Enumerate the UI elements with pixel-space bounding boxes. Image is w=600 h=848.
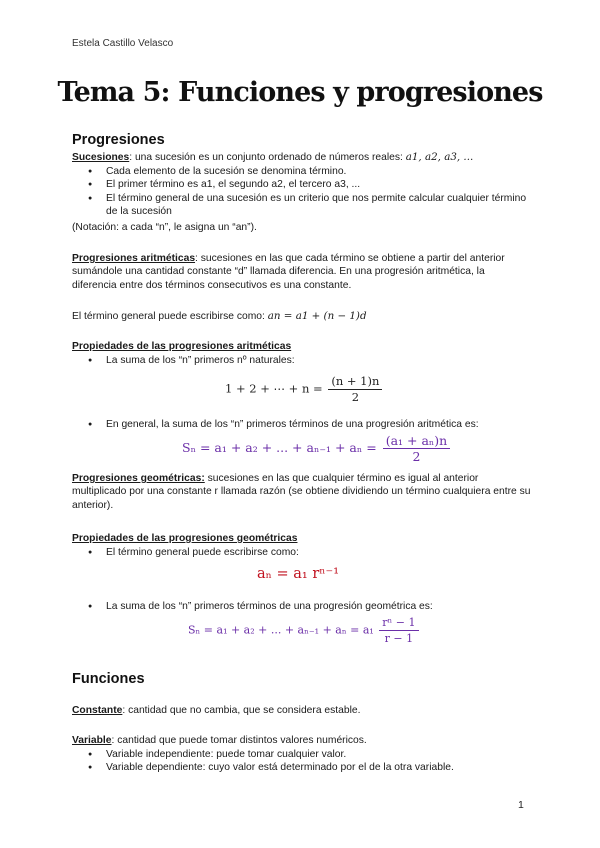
formula-fraction [379, 615, 418, 646]
term-constante: Constante [72, 705, 123, 716]
prop-geometricas-bullet-1 [88, 546, 532, 559]
constante-text: : cantidad que no cambia, que se considera estable. [122, 705, 361, 716]
aritmeticas-definition [72, 252, 532, 292]
list-item: ● Variable dependiente: cuyo valor está determinado por el de la otra variable. [88, 761, 532, 774]
term-progresiones-geometricas: Progresiones geométricas: [72, 473, 205, 484]
formula-numerator: (n + 1)n [328, 374, 382, 390]
formula-left: 1 + 2 + ⋯ + n = [225, 381, 323, 396]
general-term-label: El término general puede escribirse como: [72, 311, 268, 322]
list-item: ● Cada elemento de la sucesión se denomina término. [88, 165, 532, 178]
sucesiones-math: a1, a2, a3, ... [405, 151, 474, 163]
list-item: ● El término general puede escribirse como: [88, 546, 532, 559]
formula-suma-aritmetica [182, 433, 452, 464]
formula-left: Sₙ = a₁ + a₂ + ... + aₙ₋₁ + aₙ = a₁ [188, 623, 374, 637]
aritmeticas-general-term [72, 310, 532, 323]
general-term-formula: an = a1 + (n − 1)d [267, 310, 367, 322]
term-progresiones-aritmeticas: Progresiones aritméticas [72, 253, 196, 264]
formula-termino-general-geometrica: aₙ = a₁ rⁿ⁻¹ [257, 566, 340, 582]
page-number: 1 [518, 799, 524, 811]
list-item: ● El término general de una sucesión es un criterio que nos permite calcular cualquier término de la sucesión [88, 192, 532, 219]
term-variable: Variable [72, 735, 112, 746]
prop-geometricas-bullet-2 [88, 600, 532, 613]
aritmeticas-text: : sucesiones en las que cada término se obtiene a partir del anterior sumándole una cantidad constante “d” llamada diferencia. En una progresión aritmética, la diferencia entre dos términos consecutivos es una constante. [72, 253, 505, 291]
section-heading-progresiones: Progresiones [72, 132, 165, 148]
formula-denominator: r − 1 [384, 632, 414, 645]
variable-definition [72, 734, 532, 747]
geometricas-definition [72, 472, 532, 512]
prop-aritmeticas-bullet-1 [88, 354, 532, 367]
formula-suma-naturales [225, 374, 384, 405]
sucesiones-notation: (Notación: a cada “n”, le asigna un “an”). [72, 222, 257, 233]
sucesiones-text: : una sucesión es un conjunto ordenado de números reales: [129, 152, 406, 163]
list-item: ● En general, la suma de los “n” primeros términos de una progresión aritmética es: [88, 418, 532, 431]
variable-text: : cantidad que puede tomar distintos valores numéricos. [111, 735, 367, 746]
constante-definition [72, 704, 532, 717]
term-sucesiones: Sucesiones [72, 152, 130, 163]
formula-numerator: rⁿ − 1 [379, 615, 418, 631]
author-name: Estela Castillo Velasco [72, 38, 174, 49]
sucesiones-bullet-list [88, 165, 532, 219]
prop-aritmeticas-bullet-2 [88, 418, 532, 431]
formula-numerator: (a₁ + aₙ)n [383, 433, 451, 449]
formula-suma-geometrica [188, 615, 421, 646]
formula-left: Sₙ = a₁ + a₂ + ... + aₙ₋₁ + aₙ = [182, 440, 377, 455]
page-title: Tema 5: Funciones y progresiones [57, 77, 543, 108]
list-item: ● El primer término es a1, el segundo a2, el tercero a3, ... [88, 178, 532, 191]
list-item: ● La suma de los “n” primeros nº naturales: [88, 354, 532, 367]
heading-propiedades-geometricas: Propiedades de las progresiones geométricas [72, 533, 298, 544]
section-heading-funciones: Funciones [72, 671, 145, 687]
formula-denominator: 2 [351, 390, 360, 404]
formula-denominator: 2 [412, 449, 421, 464]
variable-bullet-list [88, 748, 532, 775]
formula-fraction [383, 433, 451, 464]
formula-fraction [328, 374, 382, 405]
sucesiones-definition [72, 151, 532, 164]
heading-propiedades-aritmeticas: Propiedades de las progresiones aritméticas [72, 341, 292, 352]
geometricas-text: sucesiones en las que cualquier término es igual al anterior multiplicado por una constante r llamada razón (se obtiene dividiendo un término cualquiera entre su anterior). [72, 473, 531, 511]
list-item: ● Variable independiente: puede tomar cualquier valor. [88, 748, 532, 761]
list-item: ● La suma de los “n” primeros términos de una progresión geométrica es: [88, 600, 532, 613]
